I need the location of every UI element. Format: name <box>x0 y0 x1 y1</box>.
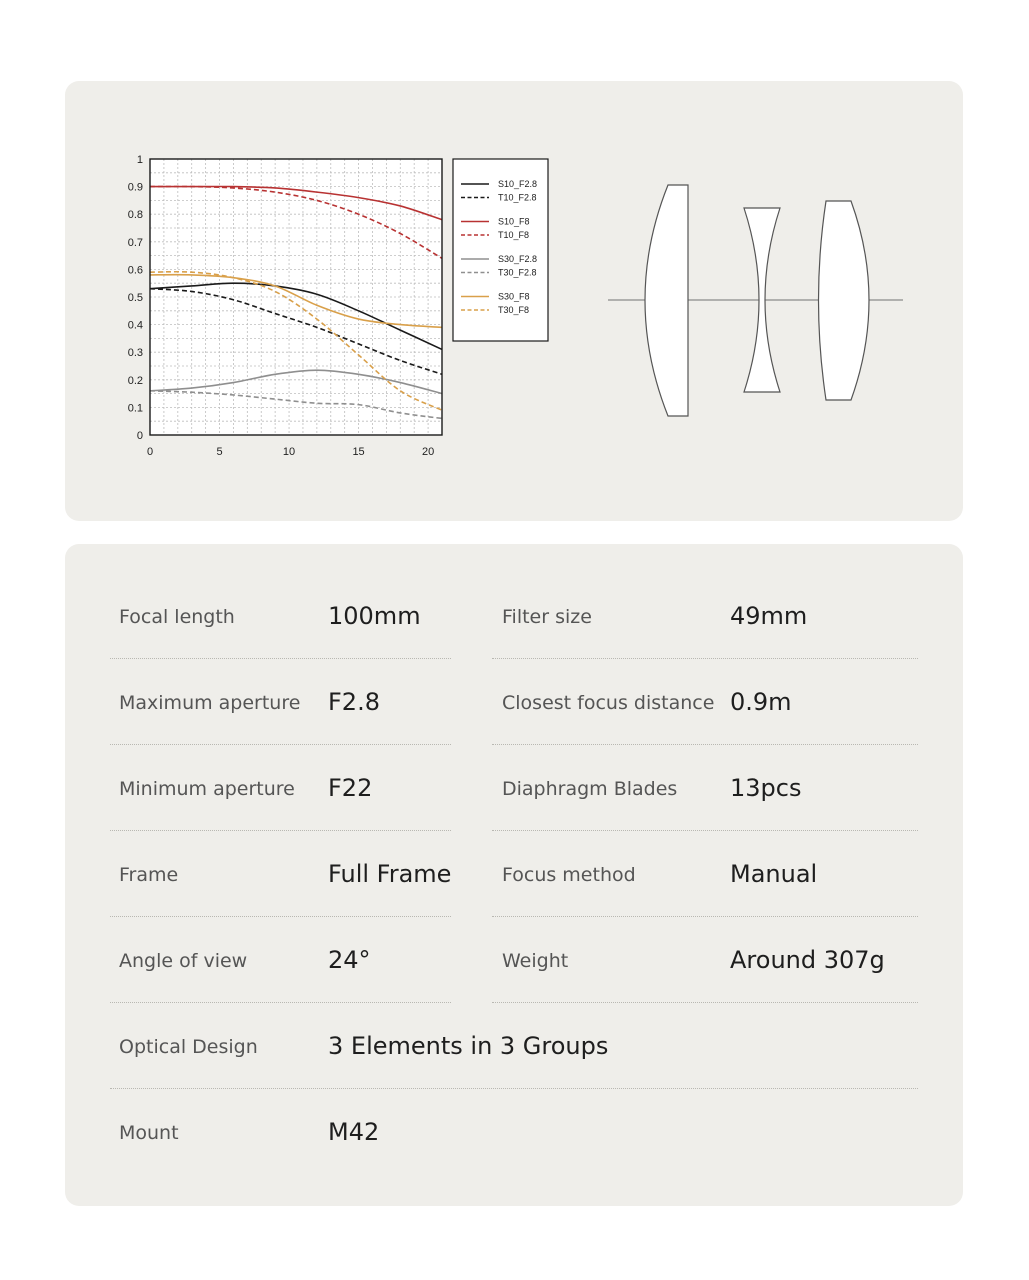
divider <box>110 830 451 831</box>
divider <box>110 916 451 917</box>
y-tick-label: 0.3 <box>127 347 143 360</box>
legend-label: S30_F2.8 <box>498 254 538 264</box>
spec-value-angle-of-view: 24° <box>328 946 371 974</box>
y-tick-label: 0 <box>136 430 143 442</box>
spec-value-focal-length: 100mm <box>328 602 421 630</box>
divider <box>492 1002 918 1003</box>
mtf-chart-card <box>65 81 963 521</box>
legend-label: T10_F8 <box>498 230 530 240</box>
y-tick-label: 0.8 <box>127 209 143 222</box>
divider <box>492 744 918 745</box>
legend-label: T30_F8 <box>498 305 530 315</box>
spec-value-focus-method: Manual <box>730 860 818 888</box>
y-tick-label: 0.2 <box>127 374 143 387</box>
optical-diagram <box>605 181 925 441</box>
x-tick-label: 5 <box>216 446 223 458</box>
legend-label: T10_F2.8 <box>498 192 537 203</box>
spec-label-mount: Mount <box>119 1122 179 1144</box>
spec-value-filter-size: 49mm <box>730 602 808 630</box>
x-tick-label: 15 <box>352 446 365 458</box>
spec-value-optical-design: 3 Elements in 3 Groups <box>328 1032 609 1060</box>
spec-label-angle-of-view: Angle of view <box>119 950 248 972</box>
lens-element-1 <box>645 185 688 416</box>
y-tick-label: 0.9 <box>127 181 143 194</box>
spec-value-weight: Around 307g <box>730 946 885 974</box>
spec-label-frame: Frame <box>119 864 179 886</box>
legend-label: S30_F8 <box>498 291 530 302</box>
legend-label: T30_F2.8 <box>498 267 537 278</box>
y-tick-label: 0.7 <box>127 236 143 249</box>
spec-label-maximum-aperture: Maximum aperture <box>119 692 301 714</box>
x-tick-label: 10 <box>282 446 296 458</box>
divider <box>110 1088 918 1089</box>
spec-label-diaphragm-blades: Diaphragm Blades <box>502 778 678 800</box>
divider <box>110 658 451 659</box>
spec-value-minimum-aperture: F22 <box>328 774 373 802</box>
y-tick-label: 0.6 <box>127 264 143 277</box>
y-tick-label: 1 <box>136 154 143 166</box>
spec-label-optical-design: Optical Design <box>119 1036 258 1058</box>
spec-label-closest-focus-distance: Closest focus distance <box>502 692 715 714</box>
x-tick-label: 0 <box>146 446 154 458</box>
divider <box>110 744 451 745</box>
y-tick-label: 0.1 <box>127 402 143 415</box>
divider <box>492 830 918 831</box>
spec-label-focal-length: Focal length <box>119 606 235 628</box>
spec-value-maximum-aperture: F2.8 <box>328 688 380 716</box>
specifications-card <box>65 544 963 1206</box>
spec-value-mount: M42 <box>328 1118 380 1146</box>
y-tick-label: 0.4 <box>127 319 143 332</box>
spec-label-filter-size: Filter size <box>502 606 592 628</box>
spec-value-frame: Full Frame <box>328 860 452 888</box>
legend-label: S10_F8 <box>498 216 530 227</box>
y-tick-label: 0.5 <box>127 292 143 304</box>
spec-value-diaphragm-blades: 13pcs <box>730 774 802 802</box>
divider <box>492 658 918 659</box>
x-tick-label: 20 <box>421 446 435 458</box>
spec-value-closest-focus-distance: 0.9m <box>730 688 792 716</box>
divider <box>492 916 918 917</box>
spec-label-weight: Weight <box>502 950 569 972</box>
lens-element-3 <box>819 201 870 400</box>
legend-label: S10_F2.8 <box>498 179 538 189</box>
divider <box>110 1002 451 1003</box>
spec-label-minimum-aperture: Minimum aperture <box>119 778 295 800</box>
spec-label-focus-method: Focus method <box>502 864 636 886</box>
